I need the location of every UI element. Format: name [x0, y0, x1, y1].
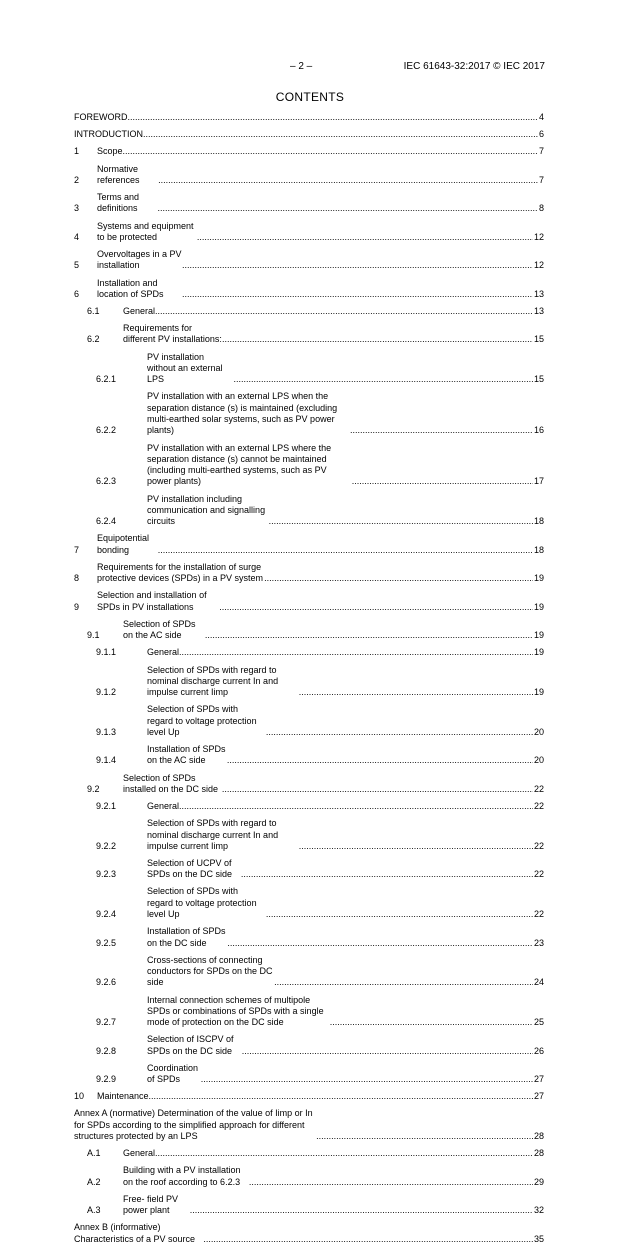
toc-entry-number: 6 — [74, 288, 80, 299]
toc-entry-page: 18 — [533, 544, 544, 555]
toc-entry-number: 9.2 — [87, 783, 100, 794]
toc-entry-number: 9.2.2 — [96, 840, 117, 851]
toc-entry-number: 9.2.8 — [96, 1045, 117, 1056]
dot-leader — [128, 112, 538, 123]
toc-entry-page: 27 — [533, 1091, 544, 1102]
toc-entry-page: 29 — [533, 1176, 544, 1187]
dot-leader — [182, 260, 533, 271]
toc-entry[interactable] — [74, 1165, 544, 1193]
toc-entry-title: Coordination of SPDs — [147, 1062, 199, 1085]
dot-leader — [219, 602, 533, 613]
toc-entry-number: 8 — [74, 573, 80, 584]
toc-entry-title: Cross-sections of connecting conductors for SPDs on the DC side — [147, 954, 273, 988]
dot-leader — [299, 841, 533, 852]
dot-leader — [179, 801, 533, 812]
toc-entry-page: 22 — [533, 869, 544, 880]
dot-leader — [158, 545, 533, 556]
toc-entry-title: Installation of SPDs on the DC side — [147, 926, 226, 948]
toc-entry-title: General — [147, 801, 180, 812]
toc-entry-number: 9 — [74, 601, 80, 612]
toc-entry-page: 19 — [533, 687, 544, 698]
toc-entry-page: 23 — [533, 937, 544, 948]
toc-entry-title: Installation of SPDs on the AC side — [147, 744, 226, 766]
toc-entry-number: 2 — [74, 174, 80, 185]
toc-entry-page: 16 — [533, 425, 544, 436]
toc-entry-number: 6.2 — [87, 334, 100, 345]
toc-entry-number: A.2 — [87, 1176, 101, 1187]
toc-entry[interactable] — [74, 129, 544, 146]
toc-entry-page: 19 — [533, 647, 544, 658]
toc-entry-page: 19 — [533, 601, 544, 612]
toc-entry-page: 28 — [533, 1131, 544, 1142]
toc-entry-number: 10 — [74, 1091, 85, 1102]
dot-leader — [350, 425, 533, 436]
toc-entry-page: 19 — [533, 630, 544, 641]
toc-entry-page: 18 — [533, 516, 544, 527]
toc-entry[interactable] — [74, 858, 544, 886]
toc-entry-title: FOREWORD — [74, 112, 128, 122]
toc-entry-page: 25 — [533, 1017, 544, 1028]
toc-entry-number: 9.1.3 — [96, 726, 117, 737]
dot-leader — [274, 977, 533, 988]
dot-leader — [155, 306, 533, 317]
dot-leader — [203, 1234, 533, 1245]
toc-entry-number: 5 — [74, 260, 80, 271]
dot-leader — [143, 129, 538, 140]
toc-entry-title: General — [123, 305, 156, 316]
dot-leader — [201, 1074, 533, 1085]
toc-entry-page: 28 — [533, 1148, 544, 1159]
toc-entry-page: 15 — [533, 374, 544, 385]
table-of-contents — [74, 112, 544, 1251]
toc-entry-number: 9.2.5 — [96, 937, 117, 948]
toc-entry-page: 27 — [533, 1074, 544, 1085]
toc-entry-page: 24 — [533, 977, 544, 988]
toc-entry[interactable] — [74, 1091, 544, 1108]
toc-entry-page: 7 — [538, 174, 544, 185]
toc-entry-title: Maintenance — [97, 1091, 149, 1102]
toc-entry-number: 9.1 — [87, 630, 100, 641]
toc-entry[interactable] — [74, 886, 544, 926]
toc-entry[interactable] — [74, 533, 544, 561]
toc-entry-title: Selection of SPDs with regard to voltage protection level Up — [147, 886, 257, 920]
dot-leader — [299, 687, 533, 698]
toc-entry-title: Requirements for the installation of surge protective devices (SPDs) in a PV system — [97, 561, 264, 584]
toc-entry-page: 6 — [538, 129, 544, 140]
toc-entry-number: 6.2.2 — [96, 425, 117, 436]
toc-entry[interactable] — [74, 926, 544, 954]
toc-entry[interactable] — [74, 1222, 544, 1250]
dot-leader — [249, 1177, 533, 1188]
toc-entry[interactable] — [74, 1108, 544, 1148]
standard-reference: IEC 61643-32:2017 © IEC 2017 — [403, 61, 545, 72]
dot-leader — [352, 476, 533, 487]
toc-entry[interactable] — [74, 391, 544, 442]
toc-entry-page: 20 — [533, 726, 544, 737]
toc-entry[interactable] — [74, 773, 544, 801]
toc-entry[interactable] — [74, 744, 544, 772]
toc-entry-page: 35 — [533, 1233, 544, 1244]
dot-leader — [234, 374, 533, 385]
toc-entry-page: 8 — [538, 203, 544, 214]
toc-entry-number: 3 — [74, 203, 80, 214]
toc-entry-title: Internal connection schemes of multipole SPDs or combinations of SPDs with a single mode of protection on the DC side — [147, 994, 324, 1028]
toc-entry-number: 4 — [74, 231, 80, 242]
toc-entry[interactable] — [74, 955, 544, 995]
toc-entry-page: 32 — [533, 1205, 544, 1216]
dot-leader — [222, 334, 533, 345]
toc-entry[interactable] — [74, 221, 544, 249]
toc-entry-page: 4 — [538, 112, 544, 122]
dot-leader — [190, 1205, 533, 1216]
toc-entry[interactable] — [74, 562, 544, 590]
toc-entry[interactable] — [74, 1148, 544, 1165]
toc-entry[interactable] — [74, 1194, 544, 1222]
toc-entry-number: 9.2.9 — [96, 1074, 117, 1085]
toc-entry[interactable] — [74, 306, 544, 323]
toc-entry[interactable] — [74, 818, 544, 858]
toc-entry-number: 6.2.3 — [96, 476, 117, 487]
dot-leader — [227, 755, 533, 766]
toc-entry-page: 17 — [533, 476, 544, 487]
toc-entry[interactable] — [74, 1063, 544, 1091]
dot-leader — [242, 1046, 533, 1057]
toc-entry-title: Selection of SPDs with regard to voltage protection level Up — [147, 704, 257, 737]
toc-entry-number: 6.2.4 — [96, 516, 117, 527]
toc-entry[interactable] — [74, 704, 544, 744]
toc-entry[interactable] — [74, 1034, 544, 1062]
toc-entry-page: 15 — [533, 334, 544, 345]
toc-entry[interactable] — [74, 352, 544, 392]
toc-entry-page: 22 — [533, 783, 544, 794]
dot-leader — [241, 869, 533, 880]
toc-entry-number: 9.1.2 — [96, 687, 117, 698]
toc-entry-number: 6.1 — [87, 305, 100, 316]
toc-entry[interactable] — [74, 278, 544, 306]
toc-entry-title: Systems and equipment to be protected — [97, 220, 194, 242]
toc-entry-page: 22 — [533, 840, 544, 851]
toc-entry-number: 9.2.4 — [96, 909, 117, 920]
toc-entry-page: 20 — [533, 755, 544, 766]
toc-entry-page: 12 — [533, 231, 544, 242]
toc-entry-title: Selection of SPDs on the AC side — [123, 618, 196, 641]
toc-entry-title: Selection of UCPV of SPDs on the DC side — [147, 858, 233, 880]
dot-leader — [179, 647, 533, 658]
dot-leader — [266, 727, 533, 738]
toc-entry-number: 9.2.7 — [96, 1017, 117, 1028]
dot-leader — [269, 516, 533, 527]
toc-entry-title: Free- field PV power plant — [123, 1193, 179, 1216]
dot-leader — [155, 1148, 533, 1159]
dot-leader — [205, 630, 533, 641]
toc-entry-title: PV installation including communication and signalling circuits — [147, 493, 266, 527]
toc-entry-title: Terms and definitions — [97, 192, 140, 214]
toc-entry-title: Selection of ISCPV of SPDs on the DC side — [147, 1034, 234, 1056]
toc-entry[interactable] — [74, 323, 544, 351]
toc-entry-title: Scope — [97, 146, 123, 157]
toc-entry-title: General — [123, 1148, 156, 1159]
toc-entry-page: 7 — [538, 146, 544, 157]
toc-entry-title: PV installation with an external LPS when the separation distance (s) is maintained (excluding multi-earthed solar systems, such as PV power plants) — [147, 391, 338, 436]
dot-leader — [266, 909, 533, 920]
dot-leader — [227, 938, 533, 949]
dot-leader — [316, 1131, 533, 1142]
toc-entry-number: 7 — [74, 544, 80, 555]
dot-leader — [222, 784, 533, 795]
toc-entry-page: 12 — [533, 260, 544, 271]
toc-entry-number: A.3 — [87, 1205, 101, 1216]
dot-leader — [123, 146, 538, 157]
toc-entry-number: 6.2.1 — [96, 374, 117, 385]
toc-entry-title: Installation and location of SPDs — [97, 277, 164, 299]
toc-entry-title: PV installation without an external LPS — [147, 351, 223, 385]
page-title: CONTENTS — [275, 90, 345, 104]
dot-leader — [330, 1017, 533, 1028]
toc-entry-number: 9.1.4 — [96, 755, 117, 766]
toc-entry-title: Normative references — [97, 163, 140, 185]
toc-entry[interactable] — [74, 146, 544, 163]
page-number: – 2 – — [290, 61, 313, 72]
toc-entry-number: 1 — [74, 146, 80, 157]
toc-entry-number: 9.2.3 — [96, 869, 117, 880]
toc-entry-number: 9.2.6 — [96, 977, 117, 988]
toc-entry[interactable] — [74, 647, 544, 664]
toc-entry-page: 13 — [533, 288, 544, 299]
toc-entry-page: 22 — [533, 801, 544, 812]
toc-entry-number: A.1 — [87, 1148, 101, 1159]
toc-entry-title: Requirements for different PV installations: — [123, 323, 222, 345]
toc-entry[interactable] — [74, 665, 544, 705]
toc-entry[interactable] — [74, 995, 544, 1035]
toc-entry[interactable] — [74, 249, 544, 277]
toc-entry-number: 9.2.1 — [96, 801, 117, 812]
toc-entry-title: PV installation with an external LPS where the separation distance (s) cannot be maintained (including multi-earthed systems, such as PV power plants) — [147, 442, 332, 487]
toc-entry-title: INTRODUCTION — [74, 129, 143, 140]
dot-leader — [197, 232, 533, 243]
toc-entry[interactable] — [74, 164, 544, 192]
toc-entry[interactable] — [74, 494, 544, 534]
dot-leader — [182, 289, 533, 300]
toc-entry-page: 19 — [533, 573, 544, 584]
toc-entry[interactable] — [74, 801, 544, 818]
toc-entry[interactable] — [74, 590, 544, 618]
dot-leader — [158, 175, 538, 186]
toc-entry[interactable] — [74, 619, 544, 647]
toc-entry-page: 22 — [533, 909, 544, 920]
toc-entry-title: Equipotential bonding — [97, 533, 150, 555]
toc-entry-title: Selection and installation of SPDs in PV installations — [97, 590, 207, 612]
toc-entry-title: Selection of SPDs with regard to nominal discharge current In and impulse current Iimp — [147, 664, 279, 698]
dot-leader — [157, 203, 538, 214]
toc-entry-page: 26 — [533, 1045, 544, 1056]
toc-entry-title: Building with a PV installation on the roof according to 6.2.3 — [123, 1165, 241, 1187]
toc-entry-page: 13 — [533, 305, 544, 316]
toc-entry-number: 9.1.1 — [96, 647, 117, 658]
toc-entry-title: Annex A (normative) Determination of the value of Iimp or In for SPDs according to the simplified approach for different structures protected by an LPS — [74, 1108, 313, 1142]
toc-entry-title: General — [147, 647, 180, 658]
toc-entry-title: Annex B (informative) Characteristics of a PV source — [74, 1222, 196, 1244]
toc-entry-title: Selection of SPDs installed on the DC side — [123, 772, 219, 794]
toc-entry[interactable] — [74, 112, 544, 129]
toc-entry-title: Selection of SPDs with regard to nominal discharge current In and impulse current Iimp — [147, 818, 279, 851]
toc-entry[interactable] — [74, 443, 544, 494]
toc-entry-title: Overvoltages in a PV installation — [97, 249, 182, 271]
dot-leader — [264, 573, 533, 584]
toc-entry[interactable] — [74, 192, 544, 220]
dot-leader — [149, 1091, 533, 1102]
